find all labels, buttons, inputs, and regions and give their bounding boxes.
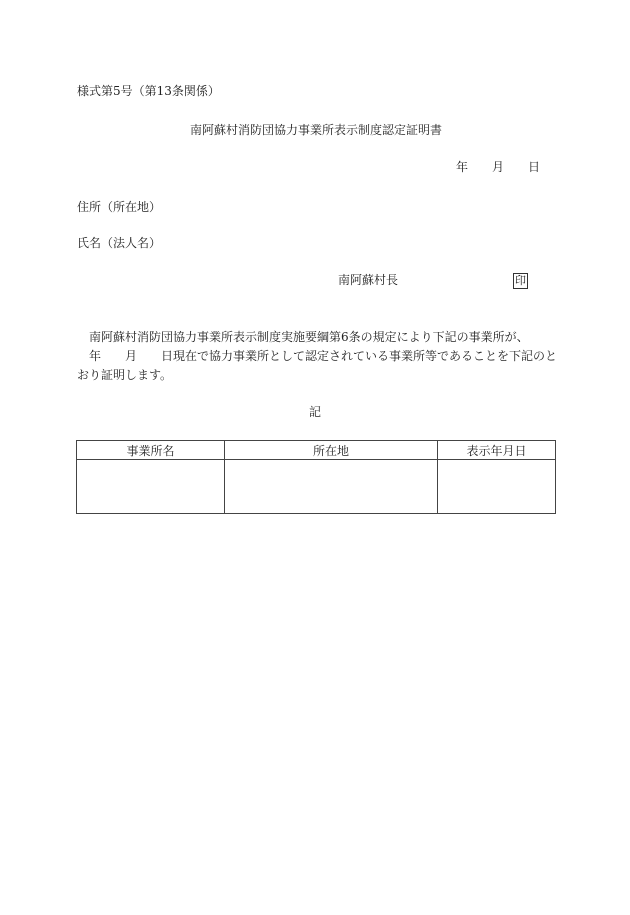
- cell-office-name[interactable]: [77, 460, 225, 514]
- header-office-name: 事業所名: [77, 441, 225, 460]
- body-line-2: 日現在で協力事業所として認定されている事業所等であることを下記のと: [161, 349, 558, 363]
- header-display-date: 表示年月日: [438, 441, 556, 460]
- note-heading: 記: [309, 405, 322, 419]
- document-title: 南阿蘇村消防団協力事業所表示制度認定証明書: [190, 123, 443, 137]
- table-row: [77, 460, 556, 514]
- body-line-2-month: 月: [125, 349, 138, 363]
- table-header-row: [77, 441, 556, 460]
- address-label: 住所（所在地）: [77, 200, 162, 214]
- body-line-1: 南阿蘇村消防団協力事業所表示制度実施要綱第6条の規定により下記の事業所が、: [89, 330, 529, 344]
- body-line-2-year: 年: [89, 349, 102, 363]
- body-line-3: おり証明します。: [77, 368, 173, 382]
- header-location: 所在地: [225, 441, 438, 460]
- seal-mark: 印: [515, 274, 526, 287]
- issuer: 南阿蘇村長: [338, 273, 399, 287]
- date-year: 年: [456, 160, 469, 174]
- name-label: 氏名（法人名）: [77, 236, 162, 250]
- cell-display-date[interactable]: [438, 460, 556, 514]
- date-month: 月: [492, 160, 505, 174]
- form-number: 様式第5号（第13条関係）: [77, 84, 220, 98]
- cell-location[interactable]: [225, 460, 438, 514]
- date-day: 日: [528, 160, 541, 174]
- certification-table: [76, 440, 556, 514]
